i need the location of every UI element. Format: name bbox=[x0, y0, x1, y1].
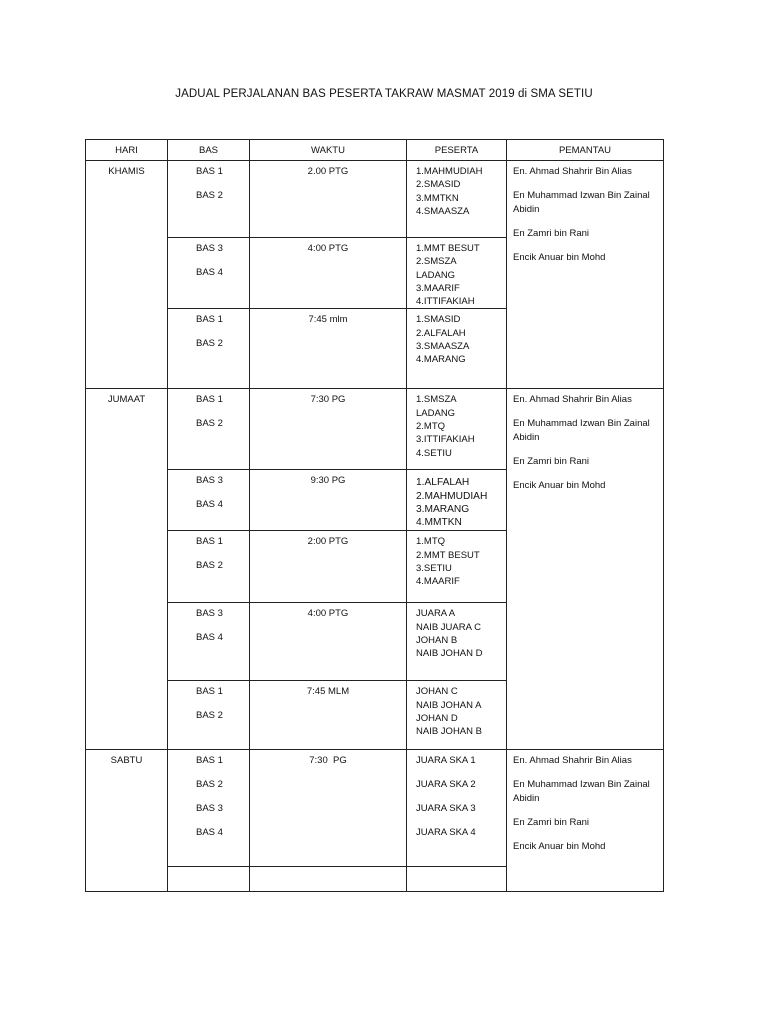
bus-label: BAS 2 bbox=[196, 710, 223, 722]
empty-cell bbox=[250, 867, 407, 892]
participant: NAIB JOHAN A bbox=[416, 699, 482, 711]
participant: 3.MAARIF bbox=[416, 282, 460, 294]
empty-cell bbox=[407, 867, 507, 892]
participant: NAIB JOHAN D bbox=[416, 648, 483, 660]
participant: 3.MMTKN bbox=[416, 192, 459, 204]
table-row bbox=[86, 161, 664, 238]
header-pemantau: PEMANTAU bbox=[507, 140, 664, 161]
participant: 2.SMSZA bbox=[416, 256, 457, 268]
header-bas: BAS bbox=[168, 140, 250, 161]
header-peserta: PESERTA bbox=[407, 140, 507, 161]
participant: 1.MMT BESUT bbox=[416, 243, 480, 254]
participant: 2.MTQ bbox=[416, 421, 446, 433]
supervisor-name: En Zamri bin Rani bbox=[513, 228, 590, 239]
bus-cell bbox=[168, 389, 250, 470]
supervisor-cell-sabtu bbox=[507, 750, 664, 892]
bus-label: BAS 4 bbox=[196, 267, 223, 278]
participant: JUARA SKA 2 bbox=[416, 779, 476, 791]
participant: 2.MAHMUDIAH bbox=[416, 490, 488, 502]
bus-label: BAS 1 bbox=[196, 394, 223, 406]
bus-label: BAS 4 bbox=[196, 827, 223, 839]
time-cell: 9:30 PG bbox=[250, 470, 407, 531]
participant: JUARA SKA 3 bbox=[416, 803, 476, 815]
participant: 1.SMSZA bbox=[416, 394, 457, 406]
bus-label: BAS 3 bbox=[196, 243, 223, 254]
participant: 2.ALFALAH bbox=[416, 327, 466, 339]
participant: 4.ITTIFAKIAH bbox=[416, 296, 475, 308]
participant: NAIB JOHAN B bbox=[416, 726, 482, 738]
participant: LADANG bbox=[416, 269, 456, 281]
day-cell-jumaat: JUMAAT bbox=[86, 389, 168, 750]
bus-label: BAS 1 bbox=[196, 314, 223, 326]
participant: 4.MAARIF bbox=[416, 576, 460, 588]
bus-cell bbox=[168, 161, 250, 238]
supervisor-name: En Muhammad Izwan Bin Zainal Abidin bbox=[513, 190, 650, 215]
participant: 1.MTQ bbox=[416, 536, 446, 548]
bus-cell bbox=[168, 238, 250, 309]
bus-cell bbox=[168, 750, 250, 867]
participant: 4.MMTKN bbox=[416, 517, 462, 529]
document-title: JADUAL PERJALANAN BAS PESERTA TAKRAW MASMAT 2019 di SMA SETIU bbox=[175, 88, 593, 100]
bus-cell bbox=[168, 681, 250, 750]
supervisor-name: En. Ahmad Shahrir Bin Alias bbox=[513, 394, 632, 406]
header-hari: HARI bbox=[86, 140, 168, 161]
bus-label: BAS 1 bbox=[196, 536, 223, 548]
header-waktu: WAKTU bbox=[250, 140, 407, 161]
supervisor-name: Encik Anuar bin Mohd bbox=[513, 841, 606, 853]
participant: 4.MARANG bbox=[416, 354, 466, 366]
bus-label: BAS 1 bbox=[196, 686, 223, 698]
table-row bbox=[86, 389, 664, 470]
bus-cell bbox=[168, 531, 250, 603]
participants-cell bbox=[407, 531, 507, 603]
supervisor-name: En Muhammad Izwan Bin Zainal Abidin bbox=[513, 779, 650, 805]
bus-label: BAS 4 bbox=[196, 632, 223, 644]
day-cell-khamis: KHAMIS bbox=[86, 161, 168, 389]
supervisor-name: En. Ahmad Shahrir Bin Alias bbox=[513, 755, 632, 767]
participant: JOHAN C bbox=[416, 686, 458, 698]
bus-label: BAS 4 bbox=[196, 499, 223, 511]
participant: 2.MMT BESUT bbox=[416, 549, 480, 561]
bus-cell bbox=[168, 470, 250, 531]
table-row bbox=[86, 750, 664, 867]
header-row bbox=[86, 140, 664, 161]
participant: 4.SMAASZA bbox=[416, 205, 470, 217]
bus-label: BAS 2 bbox=[196, 338, 223, 350]
bus-schedule-table bbox=[85, 139, 664, 892]
participant: 3.SETIU bbox=[416, 563, 452, 575]
participants-cell bbox=[407, 161, 507, 238]
participants-cell bbox=[407, 681, 507, 750]
time-cell: 4:00 PTG bbox=[250, 238, 407, 309]
participants-cell bbox=[407, 603, 507, 681]
bus-label: BAS 3 bbox=[196, 803, 223, 815]
supervisor-name: En Zamri bin Rani bbox=[513, 456, 590, 468]
participant: 2.SMASID bbox=[416, 179, 461, 191]
bus-label: BAS 1 bbox=[196, 166, 223, 177]
time-cell: 7:30 PG bbox=[250, 750, 407, 867]
bus-label: BAS 3 bbox=[196, 608, 223, 620]
time-cell: 7:30 PG bbox=[250, 389, 407, 470]
participant: JUARA SKA 4 bbox=[416, 827, 476, 839]
day-cell-sabtu: SABTU bbox=[86, 750, 168, 892]
bus-cell bbox=[168, 309, 250, 389]
bus-label: BAS 3 bbox=[196, 475, 223, 487]
participant: 1.ALFALAH bbox=[416, 477, 470, 489]
supervisor-name: En. Ahmad Shahrir Bin Alias bbox=[513, 166, 632, 177]
bus-label: BAS 2 bbox=[196, 779, 223, 791]
participant: NAIB JUARA C bbox=[416, 621, 481, 633]
participants-cell bbox=[407, 389, 507, 470]
participant: 1.MAHMUDIAH bbox=[416, 166, 483, 177]
time-cell: 7:45 MLM bbox=[250, 681, 407, 750]
supervisor-cell-jumaat bbox=[507, 389, 664, 750]
participants-cell bbox=[407, 238, 507, 309]
participant: 3.MARANG bbox=[416, 504, 470, 516]
participant: JUARA SKA 1 bbox=[416, 755, 476, 767]
participant: JUARA A bbox=[416, 608, 456, 620]
participants-cell bbox=[407, 750, 507, 867]
bus-cell bbox=[168, 603, 250, 681]
participant: 4.SETIU bbox=[416, 447, 452, 459]
supervisor-name: En Zamri bin Rani bbox=[513, 817, 590, 829]
participants-cell bbox=[407, 470, 507, 531]
bus-label: BAS 2 bbox=[196, 418, 223, 430]
bus-label: BAS 1 bbox=[196, 755, 223, 767]
participant: LADANG bbox=[416, 407, 456, 419]
supervisor-name: Encik Anuar bin Mohd bbox=[513, 252, 606, 263]
empty-cell bbox=[168, 867, 250, 892]
supervisor-name: En Muhammad Izwan Bin Zainal Abidin bbox=[513, 418, 650, 444]
participant: 3.ITTIFAKIAH bbox=[416, 434, 475, 446]
time-cell: 4:00 PTG bbox=[250, 603, 407, 681]
participants-cell bbox=[407, 309, 507, 389]
time-cell: 7:45 mlm bbox=[250, 309, 407, 389]
bus-label: BAS 2 bbox=[196, 190, 223, 201]
time-cell: 2.00 PTG bbox=[250, 161, 407, 238]
supervisor-name: Encik Anuar bin Mohd bbox=[513, 480, 606, 492]
time-cell: 2:00 PTG bbox=[250, 531, 407, 603]
bus-label: BAS 2 bbox=[196, 560, 223, 572]
participant: 1.SMASID bbox=[416, 314, 461, 326]
participant: JOHAN D bbox=[416, 713, 458, 725]
supervisor-cell-khamis bbox=[507, 161, 664, 389]
participant: 3.SMAASZA bbox=[416, 341, 470, 353]
participant: JOHAN B bbox=[416, 635, 458, 647]
